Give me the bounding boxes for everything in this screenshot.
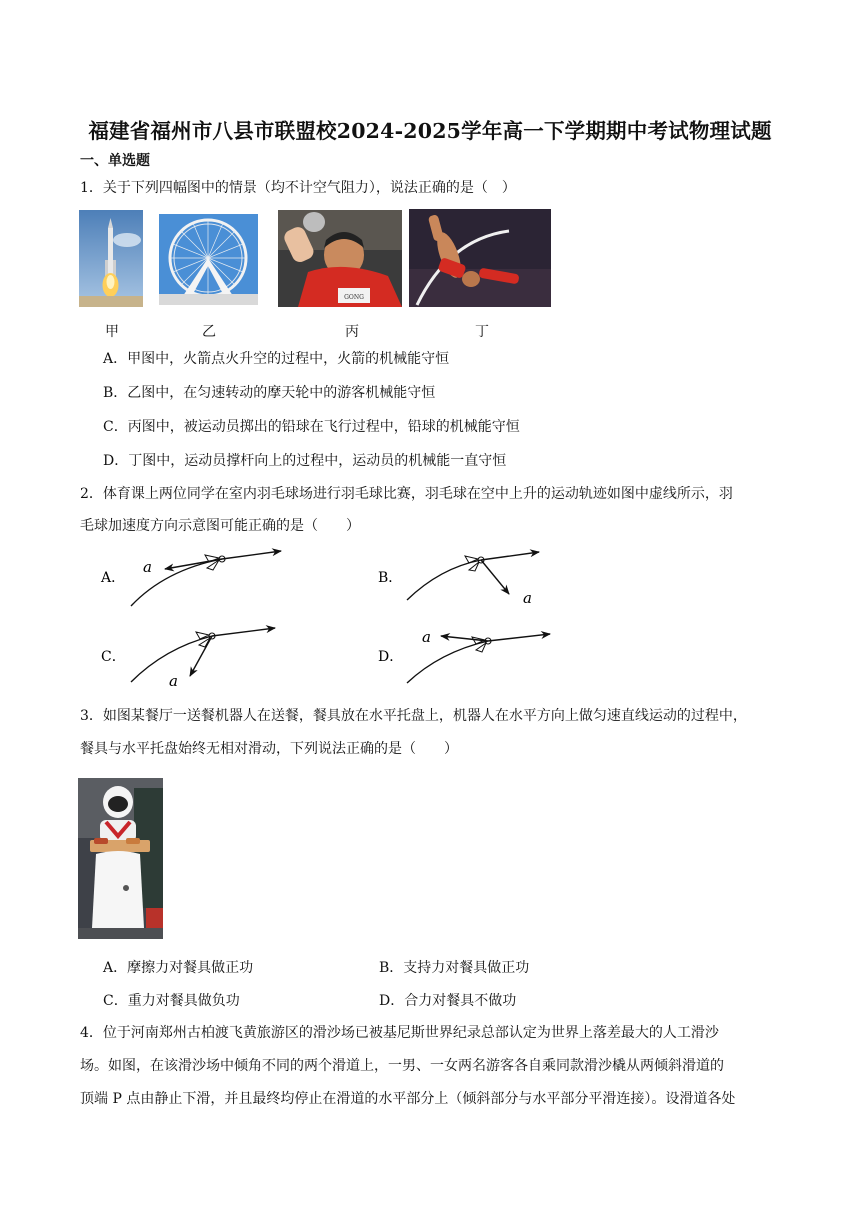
q3-option-b: B．支持力对餐具做正功 [379, 960, 530, 976]
q3-option-c: C．重力对餐具做负功 [103, 993, 240, 1009]
ferris-wheel-photo [159, 214, 258, 305]
caption-bing: 丙 [345, 324, 359, 340]
q2-label-d: D． [378, 649, 404, 665]
q1-option-b: B．乙图中，在匀速转动的摩天轮中的游客机械能守恒 [103, 385, 436, 401]
q1-option-c: C．丙图中，被运动员掷出的铅球在飞行过程中，铅球的机械能守恒 [103, 419, 520, 435]
q2-stem-line1: 2．体育课上两位同学在室内羽毛球场进行羽毛球比赛，羽毛球在空中上升的运动轨迹如图中虚线所示，羽 [80, 486, 733, 502]
q2-accel-label-a: a [143, 558, 152, 576]
rocket-photo [79, 210, 143, 307]
q1-option-d: D．丁图中，运动员撑杆向上的过程中，运动员的机械能一直守恒 [103, 453, 507, 469]
q2-label-c: C． [101, 649, 126, 665]
q2-diagram-d [407, 628, 550, 683]
q3-stem-line1: 3．如图某餐厅一送餐机器人在送餐，餐具放在水平托盘上，机器人在水平方向上做匀速直线运动的过程中， [80, 708, 747, 724]
q2-label-a: A． [101, 570, 126, 586]
caption-ding: 丁 [475, 324, 489, 340]
q2-accel-label-b: a [523, 589, 532, 607]
q2-accel-label-c: a [169, 672, 178, 690]
pole-vault-photo [409, 209, 551, 307]
q3-stem-line2: 餐具与水平托盘始终无相对滑动，下列说法正确的是（ ） [80, 741, 458, 757]
q2-label-b: B． [378, 570, 403, 586]
q2-diagrams [95, 540, 565, 700]
q4-line1: 4．位于河南郑州古柏渡飞黄旅游区的滑沙场已被基尼斯世界纪录总部认定为世界上落差最大的人工滑沙 [80, 1025, 719, 1041]
q3-option-a: A．摩擦力对餐具做正功 [103, 960, 254, 976]
q2-stem-line2: 毛球加速度方向示意图可能正确的是（ ） [80, 518, 360, 534]
q1-option-a: A．甲图中，火箭点火升空的过程中，火箭的机械能守恒 [103, 351, 450, 367]
q2-accel-label-d: a [422, 628, 431, 646]
shot-put-photo [278, 210, 402, 307]
q3-option-d: D．合力对餐具不做功 [379, 993, 517, 1009]
bib-text: GONG [344, 294, 364, 301]
caption-yi: 乙 [202, 324, 216, 340]
caption-jia: 甲 [105, 324, 119, 340]
page-title: 福建省福州市八县市联盟校2024-2025学年高一下学期期中考试物理试题 [88, 119, 772, 143]
q2-diagram-c [131, 628, 275, 690]
delivery-robot-photo [78, 778, 163, 939]
section-heading: 一、单选题 [80, 153, 150, 169]
q4-line2: 场。如图，在该滑沙场中倾角不同的两个滑道上，一男、一女两名游客各自乘同款滑沙橇从两倾斜滑道的 [80, 1058, 724, 1074]
q1-stem: 1．关于下列四幅图中的情景（均不计空气阻力），说法正确的是（ ） [80, 180, 516, 196]
q4-line3: 顶端 P 点由静止下滑，并且最终均停止在滑道的水平部分上（倾斜部分与水平部分平滑连接）。设滑道各处 [80, 1091, 736, 1107]
q2-diagram-b [407, 552, 539, 607]
q2-diagram-a [131, 551, 281, 606]
